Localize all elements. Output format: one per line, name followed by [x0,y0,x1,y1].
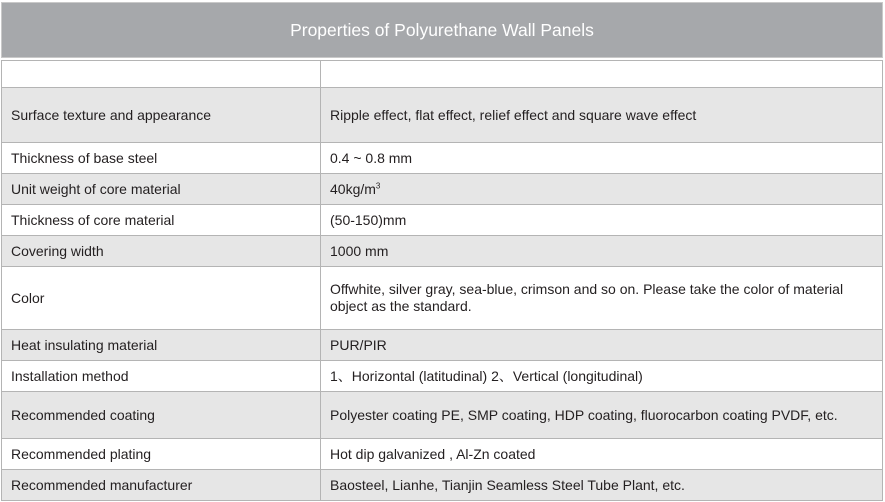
property-label: Recommended coating [2,392,321,439]
property-value: 1000 mm [321,236,883,267]
property-label: Heat insulating material [2,330,321,361]
table-row [2,236,883,267]
property-value: (50-150)mm [321,205,883,236]
property-value: 1、Horizontal (latitudinal) 2、Vertical (longitudinal) [321,361,883,392]
table-row [2,392,883,439]
table-row [2,361,883,392]
table-row [2,88,883,143]
table-row [2,174,883,205]
property-value: 0.4 ~ 0.8 mm [321,143,883,174]
property-label: Thickness of core material [2,205,321,236]
table-row [2,470,883,501]
property-value: Baosteel, Lianhe, Tianjin Seamless Steel Tube Plant, etc. [321,470,883,501]
property-label: Recommended plating [2,439,321,470]
table-row [2,205,883,236]
table-row [2,439,883,470]
table-row [2,267,883,330]
property-label: Recommended manufacturer [2,470,321,501]
properties-table [1,60,883,501]
property-value: Hot dip galvanized , Al-Zn coated [321,439,883,470]
property-label: Unit weight of core material [2,174,321,205]
property-value: Ripple effect, flat effect, relief effect and square wave effect [321,88,883,143]
superscript: 3 [375,180,381,190]
property-value [321,61,883,88]
property-value [321,174,883,205]
table-row [2,143,883,174]
table-row-empty [2,61,883,88]
property-value: Polyester coating PE, SMP coating, HDP coating, fluorocarbon coating PVDF, etc. [321,392,883,439]
property-label: Surface texture and appearance [2,88,321,143]
property-label: Thickness of base steel [2,143,321,174]
table-row [2,330,883,361]
property-label: Color [2,267,321,330]
property-label [2,61,321,88]
property-label: Installation method [2,361,321,392]
property-value: PUR/PIR [321,330,883,361]
property-value: Offwhite, silver gray, sea-blue, crimson and so on. Please take the color of material object as the standard. [321,267,883,330]
value-text: 40kg/m [330,180,376,197]
table-title: Properties of Polyurethane Wall Panels [1,2,883,58]
property-label: Covering width [2,236,321,267]
